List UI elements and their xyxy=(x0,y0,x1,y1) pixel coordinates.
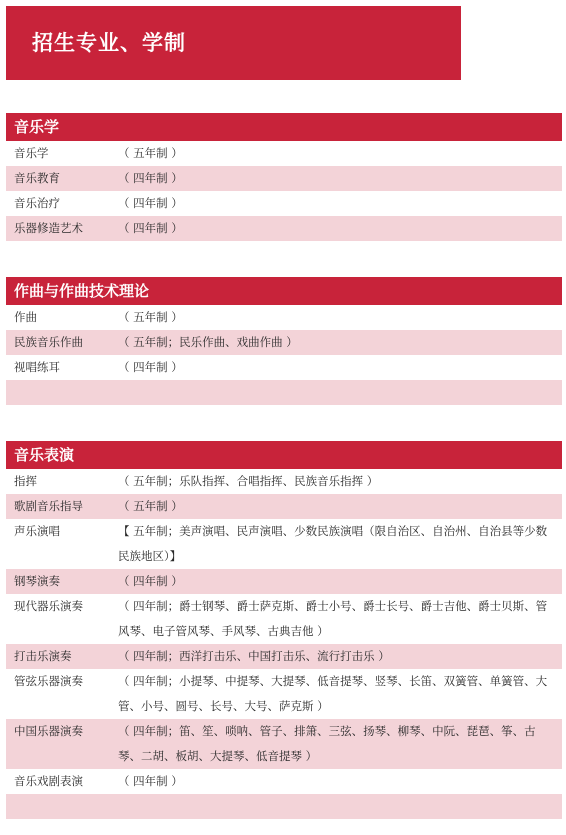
list-item xyxy=(6,719,562,769)
major-detail: （ 五年制 ） xyxy=(118,146,183,160)
major-name: 民族音乐作曲 xyxy=(14,335,83,349)
major-name: 钢琴演奏 xyxy=(14,574,60,588)
major-detail: （ 四年制 ） xyxy=(118,196,183,210)
section-performance xyxy=(6,441,562,819)
major-name: 音乐教育 xyxy=(14,171,60,185)
major-detail: （ 五年制；乐队指挥、合唱指挥、民族音乐指挥 ） xyxy=(118,474,379,488)
list-item xyxy=(6,644,562,669)
major-detail: （ 四年制 ） xyxy=(118,360,183,374)
list-item xyxy=(6,569,562,594)
section-heading: 音乐表演 xyxy=(6,441,562,469)
list-item xyxy=(6,519,562,569)
list-item xyxy=(6,305,562,330)
major-detail: （ 四年制 ） xyxy=(118,574,183,588)
major-name: 乐器修造艺术 xyxy=(14,221,83,235)
list-item xyxy=(6,216,562,241)
section-composition xyxy=(6,277,562,405)
list-item xyxy=(6,494,562,519)
major-detail: （ 四年制 ） xyxy=(118,221,183,235)
list-item xyxy=(6,166,562,191)
major-name: 指挥 xyxy=(14,474,37,488)
section-heading: 作曲与作曲技术理论 xyxy=(6,277,562,305)
major-detail: （ 四年制；笛、笙、唢呐、管子、排箫、三弦、扬琴、柳琴、中阮、琵琶、筝、古琴、二胡、板胡、大提琴、低音提琴 ） xyxy=(118,724,536,763)
major-detail: （ 四年制；爵士钢琴、爵士萨克斯、爵士小号、爵士长号、爵士吉他、爵士贝斯、管风琴、电子管风琴、手风琴、古典吉他 ） xyxy=(118,599,548,638)
major-detail: （ 五年制 ） xyxy=(118,499,183,513)
major-name: 音乐治疗 xyxy=(14,196,60,210)
list-item xyxy=(6,769,562,794)
major-name: 音乐戏剧表演 xyxy=(14,774,83,788)
list-item xyxy=(6,141,562,166)
major-name: 视唱练耳 xyxy=(14,360,60,374)
major-detail: （ 四年制；西洋打击乐、中国打击乐、流行打击乐 ） xyxy=(118,649,390,663)
section-music-studies xyxy=(6,113,562,241)
list-item xyxy=(6,669,562,719)
major-name: 歌剧音乐指导 xyxy=(14,499,83,513)
major-name: 现代器乐演奏 xyxy=(14,599,83,613)
list-item xyxy=(6,594,562,644)
major-detail: （ 五年制；民乐作曲、戏曲作曲 ） xyxy=(118,335,298,349)
section-heading: 音乐学 xyxy=(6,113,562,141)
major-name: 管弦乐器演奏 xyxy=(14,674,83,688)
major-name: 音乐学 xyxy=(14,146,49,160)
empty-row xyxy=(6,380,562,405)
major-name: 作曲 xyxy=(14,310,37,324)
major-detail: （ 四年制 ） xyxy=(118,774,183,788)
empty-row xyxy=(6,794,562,819)
list-item xyxy=(6,469,562,494)
major-detail: （ 五年制 ） xyxy=(118,310,183,324)
major-name: 声乐演唱 xyxy=(14,524,60,538)
major-detail: （ 四年制；小提琴、中提琴、大提琴、低音提琴、竖琴、长笛、双簧管、单簧管、大管、小号、圆号、长号、大号、萨克斯 ） xyxy=(118,674,548,713)
list-item xyxy=(6,330,562,355)
major-name: 中国乐器演奏 xyxy=(14,724,83,738)
major-name: 打击乐演奏 xyxy=(14,649,72,663)
page-title: 招生专业、学制 xyxy=(6,6,461,80)
list-item xyxy=(6,355,562,380)
major-detail: 【 五年制；美声演唱、民声演唱、少数民族演唱（限自治区、自治州、自治县等少数民族地区）】 xyxy=(118,524,548,563)
list-item xyxy=(6,191,562,216)
major-detail: （ 四年制 ） xyxy=(118,171,183,185)
